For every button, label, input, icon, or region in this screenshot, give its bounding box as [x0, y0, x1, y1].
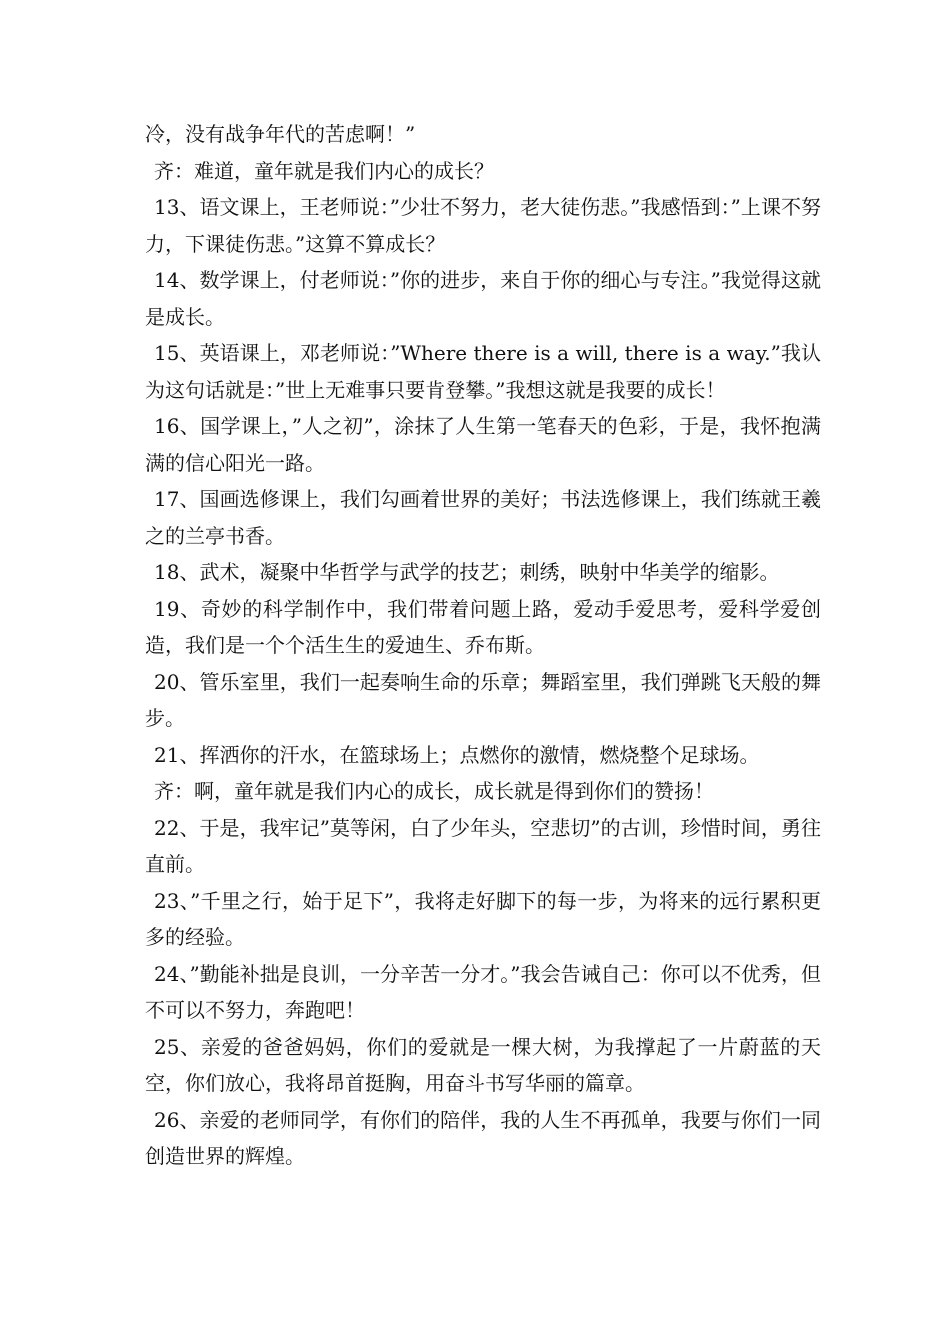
- paragraph: 冷，没有战争年代的苦虑啊！”: [145, 122, 416, 146]
- paragraph: 15、英语课上，邓老师说：”Where there is a will, there is a way.”我认为这句话就是：”世上无难事只要肯登攀。”我想这就是我要的成长！: [145, 341, 821, 402]
- paragraph: 20、管乐室里，我们一起奏响生命的乐章；舞蹈室里，我们弹跳飞天般的舞步。: [145, 669, 821, 730]
- paragraph: 17、国画选修课上，我们勾画着世界的美好；书法选修课上，我们练就王羲之的兰亭书香。: [145, 487, 821, 548]
- paragraph: 16、国学课上，”人之初”，涂抹了人生第一笔春天的色彩，于是，我怀抱满满的信心阳光一路。: [145, 414, 821, 475]
- paragraph: 齐：难道，童年就是我们内心的成长？: [154, 158, 494, 183]
- paragraph: 26、亲爱的老师同学，有你们的陪伴，我的人生不再孤单，我要与你们一同创造世界的辉煌。: [145, 1107, 821, 1168]
- paragraph: 25、亲爱的爸爸妈妈，你们的爱就是一棵大树，为我撑起了一片蔚蓝的天空，你们放心，我将昂首挺胸，用奋斗书写华丽的篇章。: [145, 1034, 821, 1095]
- paragraph: 14、数学课上，付老师说：”你的进步，来自于你的细心与专注。”我觉得这就是成长。: [145, 268, 821, 329]
- paragraph: 24、”勤能补拙是良训，一分辛苦一分才。”我会告诫自己：你可以不优秀，但不可以不努力，奔跑吧！: [145, 961, 821, 1022]
- document-text-body: [145, 116, 821, 1175]
- paragraph: 19、奇妙的科学制作中，我们带着问题上路，爱动手爱思考，爱科学爱创造，我们是一个个活生生的爱迪生、乔布斯。: [145, 596, 821, 657]
- paragraph: 18、武术，凝聚中华哲学与武学的技艺；刺绣，映射中华美学的缩影。: [154, 560, 780, 584]
- paragraph: 齐：啊，童年就是我们内心的成长，成长就是得到你们的赞扬！: [154, 779, 714, 803]
- paragraph: 13、语文课上，王老师说：”少壮不努力，老大徒伤悲。”我感悟到：”上课不努力，下课徒伤悲。”这算不算成长？: [145, 195, 821, 256]
- paragraph: 21、挥洒你的汗水，在篮球场上；点燃你的激情，燃烧整个足球场。: [154, 742, 760, 767]
- paragraph: 22、于是，我牢记”莫等闲，白了少年头，空悲切”的古训，珍惜时间，勇往直前。: [145, 815, 821, 876]
- paragraph: 23、”千里之行，始于足下”，我将走好脚下的每一步，为将来的远行累积更多的经验。: [145, 888, 821, 949]
